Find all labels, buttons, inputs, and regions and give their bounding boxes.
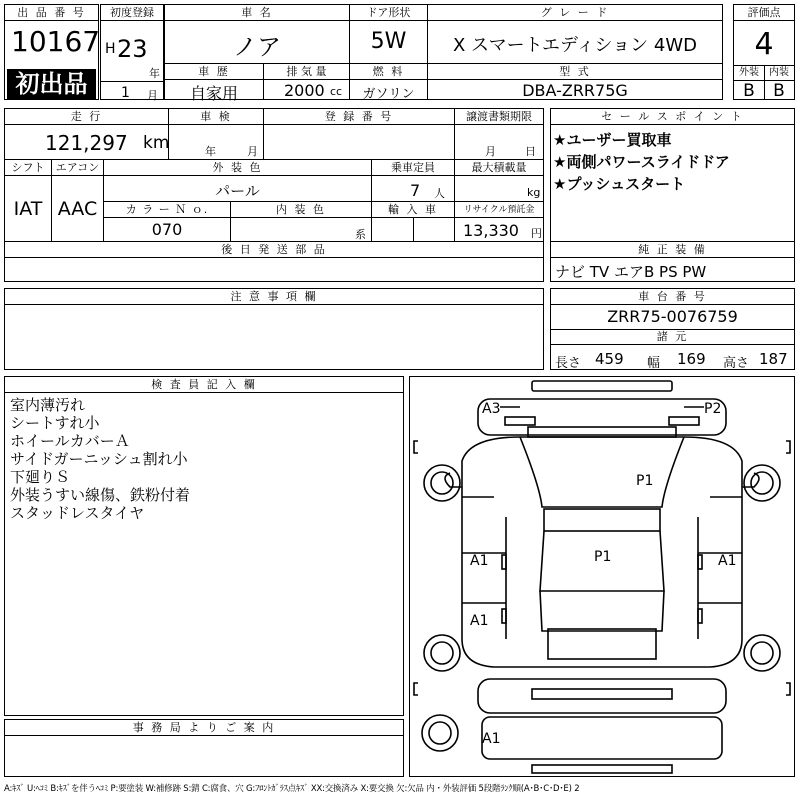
length: 459: [595, 350, 624, 368]
fuel-box: [349, 63, 428, 100]
sales-point-item: ★ユーザー買取車: [553, 131, 672, 149]
registration-number-box: [263, 108, 455, 160]
office-header: 事 務 局 よ り ご 案 内: [5, 720, 403, 736]
exterior-header: 外装: [734, 65, 764, 81]
recycle-box: [454, 201, 544, 242]
capacity-header: 乗車定員: [372, 160, 454, 176]
interior-color-unit: 系: [355, 228, 366, 241]
displacement-box: [263, 63, 350, 100]
mark-p2: P2: [704, 401, 722, 417]
chassis-header: 車 台 番 号: [551, 289, 794, 305]
fuel: ガソリン: [362, 87, 415, 102]
sales-point-item: ★プッシュスタート: [553, 175, 686, 193]
mark-a1-right-front: A1: [718, 553, 737, 569]
equipment-list: ナビ TV エアB PS PW: [555, 263, 707, 281]
damage-diagram-box: [409, 376, 795, 777]
load-header: 最大積載量: [455, 160, 543, 176]
color-number-box: [103, 201, 231, 242]
width: 169: [677, 350, 706, 368]
sales-point-item: ★両側パワースライドドア: [553, 153, 730, 171]
model-code: DBA-ZRR75G: [522, 81, 628, 100]
model-header: 型 式: [428, 64, 722, 80]
sales-point-box: [550, 108, 795, 242]
exterior-color: パール: [215, 182, 260, 200]
sales-point-list: [553, 129, 730, 195]
recycle-header: リサイクル預託金: [455, 202, 543, 218]
fuel-header: 燃 料: [350, 64, 427, 80]
aircon-header: エアコン: [52, 160, 103, 176]
door-type: 5W: [370, 29, 407, 54]
inspector-notes: [10, 396, 190, 522]
inspector-note: 下廻りＳ: [10, 468, 71, 486]
inspector-note: 外装うすい線傷、鉄粉付着: [10, 486, 191, 504]
dimensions-header: 諸 元: [551, 329, 794, 345]
sales-point-header: セ ー ル ス ポ イ ン ト: [551, 109, 794, 125]
lot-number: 10167: [11, 25, 101, 58]
month-unit: 月: [147, 89, 158, 102]
car-name: ノア: [233, 33, 281, 61]
inspection-year-unit: 年: [205, 145, 216, 158]
inspector-note: 室内薄汚れ: [10, 396, 86, 414]
later-parts-box: [4, 241, 544, 282]
first-listing-badge: 初出品: [7, 69, 96, 99]
mark-p1-hood: P1: [636, 473, 654, 489]
shift: IAT: [13, 198, 43, 220]
grade-box: [427, 4, 723, 64]
interior-score: B: [773, 81, 785, 101]
first-registration-box: [100, 4, 164, 100]
shift-header: シフト: [5, 160, 51, 176]
exterior-score: B: [743, 81, 755, 101]
displacement: 2000: [284, 81, 325, 100]
car-name-box: [164, 4, 350, 64]
mileage-unit: km: [143, 133, 170, 153]
color-number-header: カ ラ ー Ｎ ｏ.: [104, 202, 230, 218]
height-label: 高さ: [723, 356, 750, 371]
inspector-note: ホイールカバーＡ: [10, 432, 130, 450]
interior-color-header: 内 装 色: [231, 202, 371, 218]
displacement-header: 排 気 量: [264, 64, 349, 80]
door-header: ドア形状: [350, 5, 427, 21]
mileage-header: 走 行: [5, 109, 168, 125]
load-unit: kg: [527, 186, 541, 199]
reg-month: 1: [121, 85, 130, 101]
equipment-header: 純 正 装 備: [551, 242, 794, 258]
width-label: 幅: [647, 356, 661, 371]
inspector-note: スタッドレスタイヤ: [10, 504, 145, 522]
lot-number-header: 出 品 番 号: [5, 5, 98, 21]
later-parts-header: 後 日 発 送 部 品: [5, 242, 543, 258]
height: 187: [759, 350, 788, 368]
transfer-header: 譲渡書類期限: [455, 109, 543, 125]
length-label: 長さ: [555, 356, 582, 371]
score-header: 評価点: [734, 5, 794, 21]
aircon-box: [51, 159, 104, 242]
mark-a1-left-front: A1: [470, 553, 489, 569]
chassis-number: ZRR75-0076759: [607, 307, 738, 326]
mark-a1-left-rear: A1: [470, 613, 489, 629]
equipment-box: [550, 241, 795, 282]
inspector-box: [4, 376, 404, 716]
history-box: [164, 63, 264, 103]
vehicle-history: 自家用: [189, 84, 238, 103]
interior-color-box: [230, 201, 372, 242]
load-box: [454, 159, 544, 202]
mark-a3: A3: [482, 401, 501, 417]
reg-year: 23: [117, 35, 148, 63]
mileage: 121,297: [45, 131, 128, 155]
history-header: 車 歴: [165, 64, 263, 80]
car-diagram: [410, 377, 794, 776]
import-box: [371, 201, 455, 242]
shift-box: [4, 159, 52, 242]
chassis-box: [550, 288, 795, 370]
inspector-header: 検 査 員 記 入 欄: [5, 377, 403, 393]
recycle-unit: 円: [531, 227, 542, 240]
transfer-box: [454, 108, 544, 160]
displacement-unit: cc: [330, 85, 343, 98]
recycle-fee: 13,330: [463, 221, 519, 240]
grade-header: グ レ ー ド: [428, 5, 722, 21]
capacity: 7: [410, 181, 421, 200]
transfer-day-unit: 日: [525, 145, 536, 158]
score-box: [733, 4, 795, 100]
car-name-header: 車 名: [165, 5, 349, 21]
inspector-note: シートすれ小: [10, 414, 100, 432]
inspection-month-unit: 月: [247, 145, 258, 158]
interior-header: 内装: [764, 65, 794, 81]
mark-a1-rear: A1: [482, 731, 501, 747]
score: 4: [754, 27, 774, 62]
grade: X スマートエディション 4WD: [452, 35, 697, 56]
inspection-header: 車 検: [169, 109, 263, 125]
inspector-note: サイドガーニッシュ割れ小: [10, 450, 188, 468]
color-box: [103, 159, 372, 202]
first-registration-header: 初度登録: [101, 5, 163, 21]
caution-box: [4, 288, 544, 370]
caution-header: 注 意 事 項 欄: [5, 289, 543, 305]
year-unit: 年: [149, 67, 160, 80]
capacity-box: [371, 159, 455, 202]
lot-number-box: [4, 4, 99, 100]
color-header: 外 装 色: [104, 160, 371, 176]
model-box: [427, 63, 723, 100]
aircon: AAC: [57, 198, 98, 220]
era: H: [105, 41, 116, 57]
office-box: [4, 719, 404, 777]
import-header: 輸 入 車: [372, 202, 454, 218]
mark-p1-roof: P1: [594, 549, 612, 565]
inspection-box: [168, 108, 264, 160]
color-number: 070: [151, 220, 183, 239]
mileage-box: [4, 108, 169, 160]
damage-legend: A:ｷｽﾞ U:ﾍｺﾐ B:ｷｽﾞを伴うﾍｺﾐ P:要塗装 W:補修跡 S:錆 C:腐食、穴 G:ﾌﾛﾝﾄｶﾞﾗｽ点ｷｽﾞ XX:交換済み X:要交換 欠:欠品 内・外装評価 5段階ﾗﾝｸ順(A･B･C･D･E) 2: [4, 784, 580, 794]
transfer-month-unit: 月: [485, 145, 496, 158]
registration-number-header: 登 録 番 号: [264, 109, 454, 125]
door-box: [349, 4, 428, 64]
capacity-unit: 人: [434, 187, 445, 200]
